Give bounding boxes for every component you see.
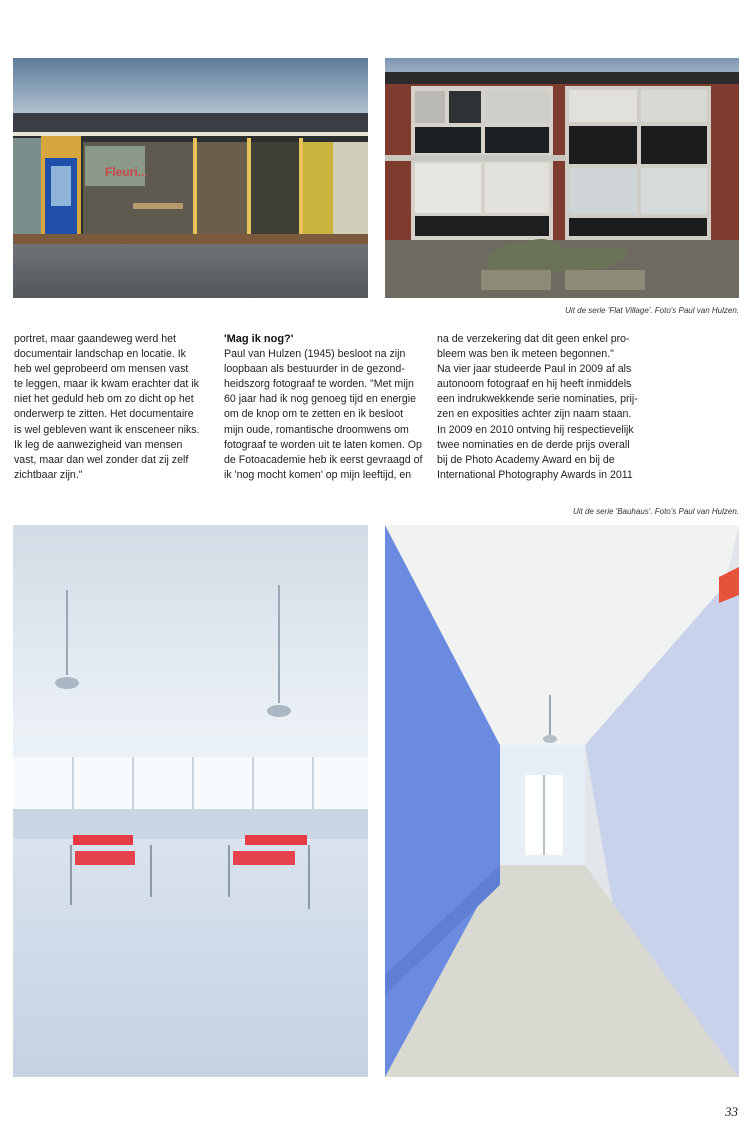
storefront-sign: Fleuri...	[105, 165, 148, 179]
photo-flat-village-storefront	[13, 58, 368, 298]
article-column-3	[437, 332, 642, 483]
article-paragraph: na de verzekering dat dit geen enkel pro- bleem was ben ik meteen begonnen." Na vier jaar studeerde Paul in 2009 af als autonoom fotograaf en hij heeft inmiddels een indrukwekkende serie nominaties, prij- zen en exposities achter zijn naam staan. In 2009 en 2010 ontving hij respectievelijk twee nominaties en de derde prijs overall bij de Photo Academy Award en bij de International Photography Awards in 2011	[437, 333, 638, 481]
article-column-2	[224, 332, 429, 483]
article-paragraph: portret, maar gaandeweg werd het documentair landschap en locatie. Ik heb wel geprobeerd om mensen vast te leggen, maar ik kwam erachter dat ik niet het geduld heb om zo dicht op het onderwerp te zitten. Het documentaire is wel gebleven want ik ensceneer niks. Ik leg de aanwezigheid van mensen vast, maar dan wel zonder dat zij zelf zichtbaar zijn."	[14, 333, 200, 481]
article-paragraph: Paul van Hulzen (1945) besloot na zijn loopbaan als bestuurder in de gezond- heidszorg fotograaf te worden. "Met mijn 60 jaar had ik nog genoeg tijd en energie om de knop om te zetten en ik besloot mijn oude, romantische droomwens om fotograaf te worden uit te laten komen. Op de Fotoacademie heb ik eerst gevraagd of ik 'nog mocht komen' op mijn leeftijd, en	[224, 348, 423, 481]
photo-bauhaus-corridor	[385, 525, 739, 1077]
caption-bauhaus: Uit de serie 'Bauhaus'. Foto's Paul van Hulzen.	[572, 507, 739, 516]
article-column-1	[14, 332, 214, 483]
article-subheading: 'Mag ik nog?'	[224, 333, 294, 345]
page-number: 33	[725, 1104, 738, 1119]
caption-flat-village: Uit de serie 'Flat Village'. Foto's Paul van Hulzen.	[565, 306, 739, 315]
photo-bauhaus-chairs	[13, 525, 368, 1077]
photo-flat-village-facade	[385, 58, 739, 298]
